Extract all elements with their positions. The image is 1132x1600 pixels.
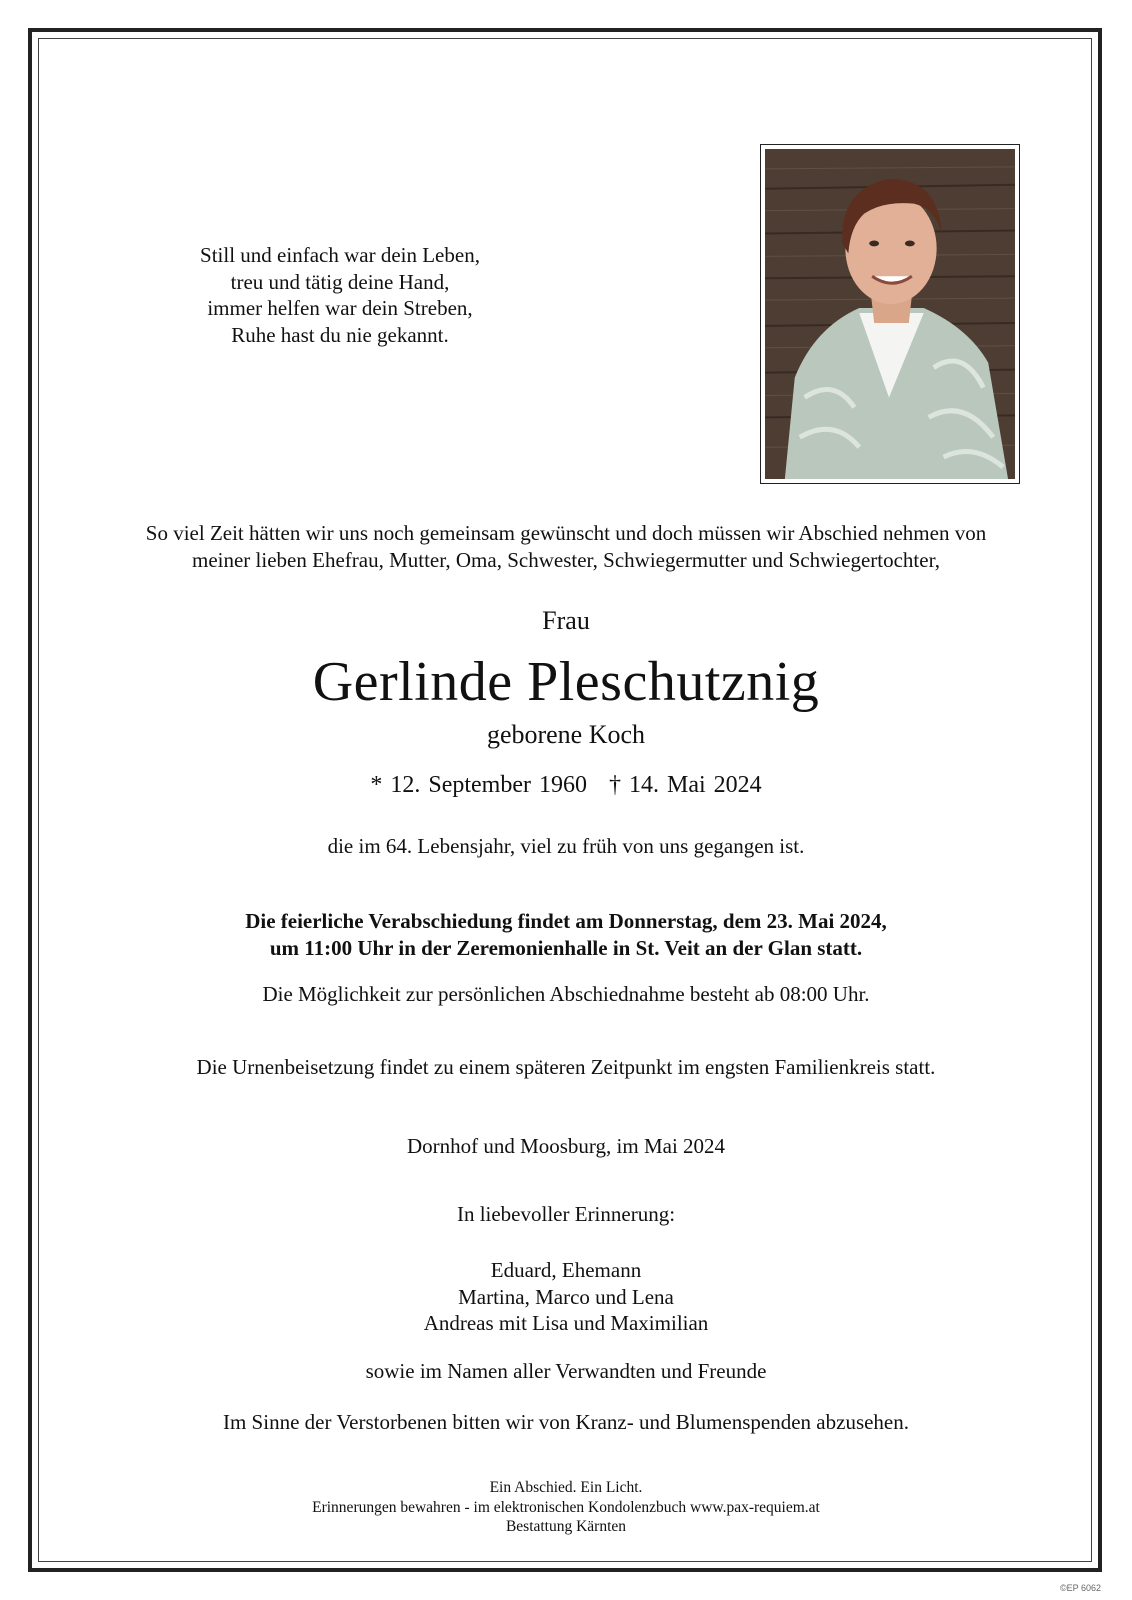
death-date: † 14. Mai 2024	[608, 772, 762, 798]
memory-heading: In liebevoller Erinnerung:	[456, 1202, 676, 1226]
age-line: die im 64. Lebensjahr, viel zu früh von uns gegangen ist.	[327, 834, 805, 858]
footer	[40, 1478, 1092, 1537]
honorific: Frau	[542, 606, 590, 635]
maiden-name: geborene Koch	[486, 720, 646, 749]
poem	[180, 242, 500, 348]
intro-text	[40, 520, 1092, 573]
family-member: Eduard, Ehemann	[490, 1258, 642, 1282]
poem-line: immer helfen war dein Streben,	[207, 296, 473, 320]
portrait-frame	[760, 144, 1020, 484]
viewing-info: Die Möglichkeit zur persönlichen Abschiednahme besteht ab 08:00 Uhr.	[262, 982, 870, 1006]
ceremony-line: Die feierliche Verabschiedung findet am Donnerstag, dem 23. Mai 2024,	[245, 909, 887, 933]
corner-mark: ©EP 6062	[1060, 1583, 1101, 1593]
footer-funeral-home: Bestattung Kärnten	[505, 1518, 627, 1535]
birth-date: * 12. September 1960	[370, 772, 587, 798]
relatives-line: sowie im Namen aller Verwandten und Freunde	[365, 1359, 767, 1383]
poem-line: Ruhe hast du nie gekannt.	[231, 322, 449, 347]
poem-line: treu und tätig deine Hand,	[230, 269, 450, 294]
family-member: Martina, Marco und Lena	[458, 1284, 674, 1309]
urn-info: Die Urnenbeisetzung findet zu einem späteren Zeitpunkt im engsten Familienkreis statt.	[196, 1055, 936, 1079]
intro-line: meiner lieben Ehefrau, Mutter, Oma, Schwester, Schwiegermutter und Schwiegertochter,	[192, 547, 940, 572]
ceremony-line: um 11:00 Uhr in der Zeremonienhalle in St. Veit an der Glan statt.	[269, 935, 863, 960]
portrait-illustration	[765, 149, 1015, 479]
portrait-photo	[765, 149, 1015, 479]
donations-note: Im Sinne der Verstorbenen bitten wir von Kranz- und Blumenspenden abzusehen.	[222, 1410, 910, 1434]
footer-slogan: Ein Abschied. Ein Licht.	[489, 1479, 643, 1496]
family-member: Andreas mit Lisa und Maximilian	[423, 1311, 709, 1335]
poem-line: Still und einfach war dein Leben,	[200, 243, 480, 267]
life-dates	[40, 772, 1092, 799]
deceased-name: Gerlinde Pleschutznig	[312, 651, 820, 713]
intro-line: So viel Zeit hätten wir uns noch gemeinsam gewünscht und doch müssen wir Abschied nehmen von	[145, 521, 987, 545]
place-date: Dornhof und Moosburg, im Mai 2024	[406, 1134, 726, 1158]
ceremony-info	[40, 908, 1092, 961]
footer-condolence-link[interactable]: Erinnerungen bewahren - im elektronischen Kondolenzbuch www.pax-requiem.at	[312, 1498, 820, 1516]
family-list	[40, 1257, 1092, 1337]
